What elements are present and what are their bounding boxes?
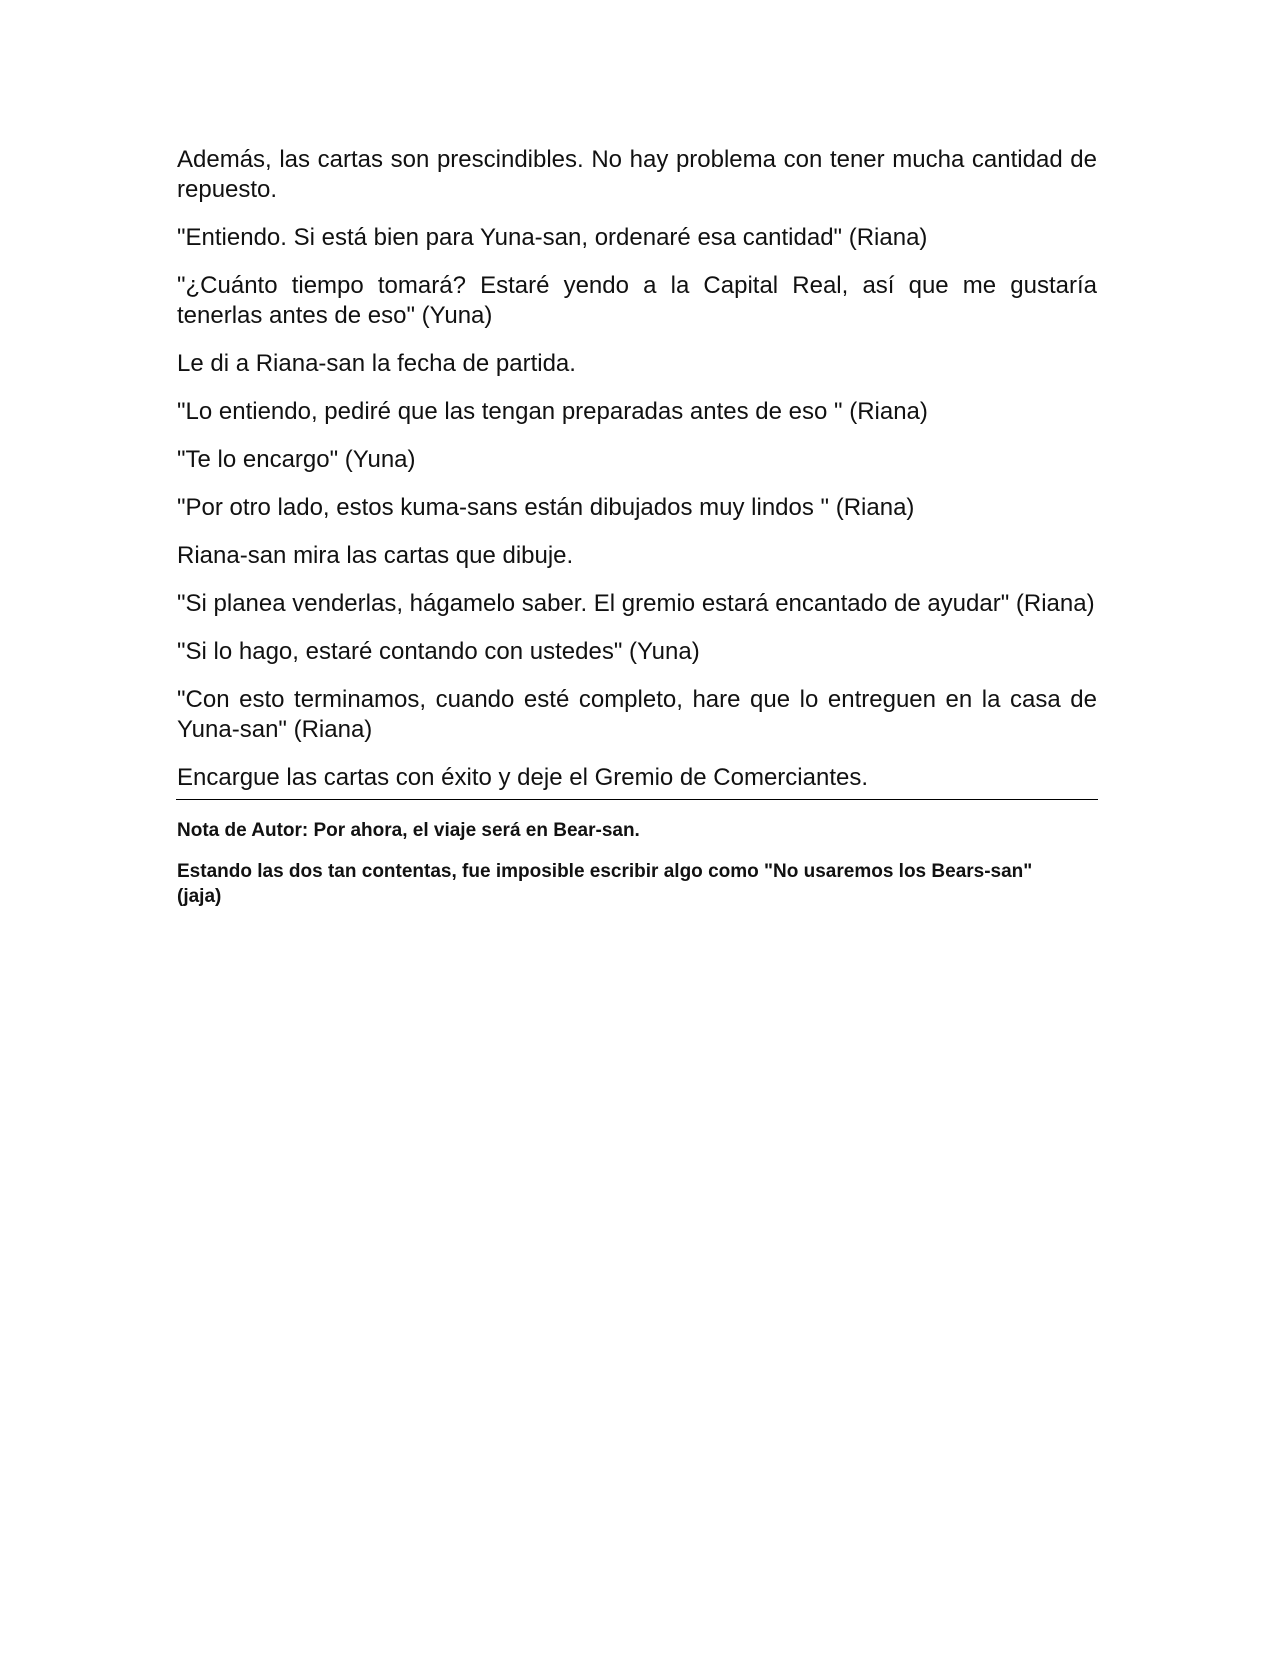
paragraph: "Lo entiendo, pediré que las tengan preparadas antes de eso " (Riana) — [177, 398, 928, 425]
paragraph: "Te lo encargo" (Yuna) — [177, 446, 416, 473]
paragraph: "Entiendo. Si está bien para Yuna-san, ordenaré esa cantidad" (Riana) — [177, 224, 928, 251]
paragraph: "Por otro lado, estos kuma-sans están dibujados muy lindos " (Riana) — [177, 494, 915, 521]
paragraph: Le di a Riana-san la fecha de partida. — [177, 350, 576, 377]
page-content — [177, 145, 1097, 925]
paragraph: "Con esto terminamos, cuando esté completo, hare que lo entreguen en la casa de Yuna-san" (Riana) — [177, 686, 1097, 743]
paragraph: "¿Cuánto tiempo tomará? Estaré yendo a la Capital Real, así que me gustaría tenerlas antes de eso" (Yuna) — [177, 272, 1097, 329]
paragraph: Encargue las cartas con éxito y deje el Gremio de Comerciantes. — [177, 764, 868, 791]
paragraph: "Si lo hago, estaré contando con ustedes" (Yuna) — [177, 638, 700, 665]
author-note: Estando las dos tan contentas, fue imposible escribir algo como "No usaremos los Bears-san" (jaja) — [177, 861, 1033, 907]
author-notes — [177, 818, 1077, 909]
section-divider — [176, 799, 1098, 800]
paragraph: "Si planea venderlas, hágamelo saber. El gremio estará encantado de ayudar" (Riana) — [177, 590, 1095, 617]
paragraph: Riana-san mira las cartas que dibuje. — [177, 542, 574, 569]
paragraph: Además, las cartas son prescindibles. No hay problema con tener mucha cantidad de repuesto. — [177, 146, 1097, 203]
author-note: Nota de Autor: Por ahora, el viaje será en Bear-san. — [177, 820, 640, 841]
